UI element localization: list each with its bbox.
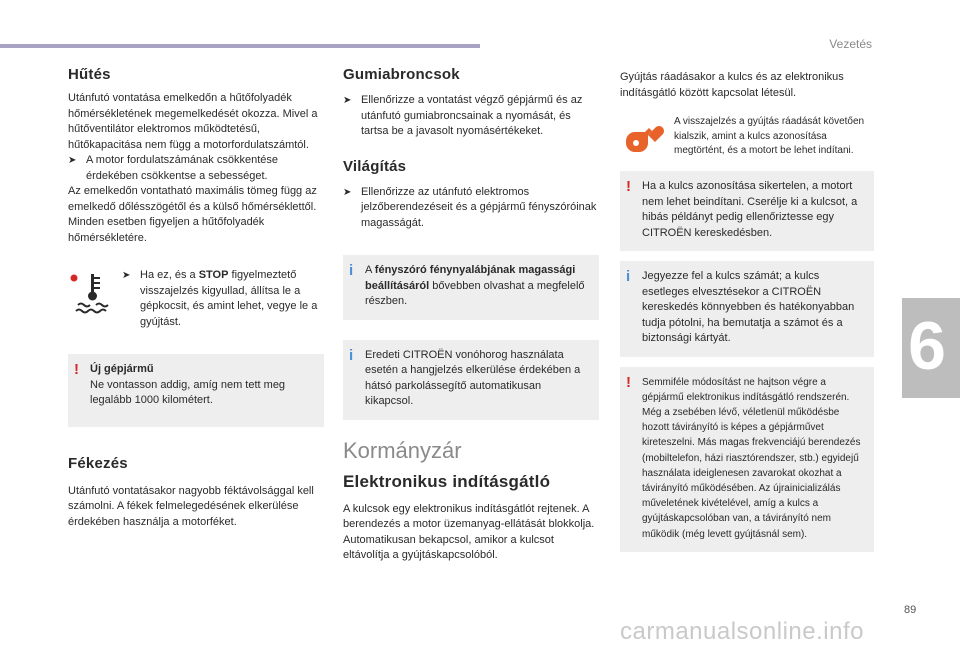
new-car-title: Új gépjármű (90, 363, 154, 375)
vilagitas-bullet-text: Ellenőrizze az utánfutó elektromos jelzőberendezéseit és a gépjármű fényszóróinak magasságát. (361, 185, 597, 229)
header-accent-bar (0, 44, 480, 48)
info-icon: i (349, 262, 354, 279)
warning-icon: ! (74, 361, 79, 378)
new-car-text: Ne vontasson addig, amíg nem tett meg legalább 1000 kilométert. (90, 378, 286, 406)
info1-bold: fényszóró fénynyalábjának magassági beállításáról (365, 264, 576, 292)
hutes-paragraph-2: Az emelkedőn vontatható maximális tömeg függ az emelkedő dőlésszögétől és a külső hőmérséklettől. Minden esetben figyeljen a hűtőfolyadék hőmérsékletére. (68, 185, 317, 244)
info1-post: bővebben olvashat a megfelelő részben. (365, 279, 585, 307)
bullet-icon: ➤ (122, 270, 131, 281)
stop-text-b: figyelmeztető visszajelzés kigyullad, állítsa le a gépkocsit, és amint lehet, vegye le a gyújtást. (140, 269, 318, 328)
column-2 (343, 66, 599, 564)
warn2-text: Semmiféle módosítást ne hajtson végre a gépjármű elektronikus indításgátló rendszerén. Még a zsebében lévő, véletlenül működésbe hozott távirányító is képes a gépjárművet kireteszelni. Más magas frekvenciájú berendezés (mobiltelefon, házi riasztórendszer, stb.) egyidejű használata ideiglenesen zavarokat okozhat a távirányító működésében. Az újrainicializálás műveletének kivételével, amíg a kulcs a gyújtáskapcsolóban van, a távirányító nem működik (még levett gyújtásnál sem). (642, 376, 861, 540)
heading-elektronikus: Elektronikus indításgátló (343, 471, 551, 491)
heading-fekezes: Fékezés (68, 454, 128, 472)
modification-warning-box (620, 367, 874, 552)
column-3 (620, 70, 874, 552)
page-number: 89 (904, 604, 917, 616)
info2-text: Eredeti CITROËN vonóhorog használata esetén a hangjelzés elkerülése érdekében a hátsó parkolássegítő automatikusan kikapcsol. (365, 348, 581, 407)
column-1 (68, 66, 324, 530)
immobiliser-intro: Gyújtás ráadásakor a kulcs és az elektronikus indításgátló között kapcsolat létesül. (620, 71, 844, 99)
hutes-bullet (68, 153, 324, 184)
warning-icon: ! (626, 373, 631, 391)
gumi-bullet (343, 93, 599, 140)
coolant-temperature-icon (68, 268, 120, 320)
tool-indicator-text: A visszajelzés a gyújtás ráadását követően kialszik, amint a kulcs azonosítása megtörtént, és a motort be lehet indítani. (674, 116, 865, 157)
watermark: carmanualsonline.info (620, 618, 864, 645)
info1-pre: A (365, 264, 372, 276)
hutes-bullet-text: A motor fordulatszámának csökkentése érdekében csökkentse a sebességet. (86, 154, 278, 182)
towbar-info-box (343, 340, 599, 420)
vilagitas-bullet (343, 185, 599, 232)
key-identification-warning-box (620, 171, 874, 251)
headlight-info-box (343, 255, 599, 320)
bullet-icon: ➤ (68, 155, 77, 166)
bullet-icon: ➤ (343, 95, 352, 106)
warning-icon: ! (626, 178, 631, 195)
info3-text: Jegyezze fel a kulcs számát; a kulcs esetleges elvesztésekor a CITROËN kereskedés könnyebben és hatékonyabban tudja pótolni, ha bemutatja a számot és a biztonsági kártyát. (642, 270, 855, 344)
chapter-number: 6 (908, 308, 946, 384)
section-label: Vezetés (829, 37, 872, 51)
wrench-icon (620, 115, 672, 159)
warn1-text: Ha a kulcs azonosítása sikertelen, a motort nem lehet beindítani. Cserélje ki a kulcsot, a hibás példányt pedig ellenőriztesse egy CITROËN kereskedésben. (642, 180, 858, 239)
bullet-icon: ➤ (343, 186, 352, 198)
gumi-bullet-text: Ellenőrizze a vontatást végző gépjármű és az utánfutó gumiabroncsainak a nyomását, és tartsa be a javasolt nyomásértékeket. (361, 94, 583, 137)
heading-hutes: Hűtés (68, 66, 111, 83)
heading-kormanyzar: Kormányzár (343, 437, 462, 463)
stop-text-a: Ha ez, és a (140, 269, 196, 281)
info-icon: i (349, 346, 354, 364)
stop-warning-row (68, 268, 324, 330)
fekezes-paragraph: Utánfutó vontatásakor nagyobb féktávolsággal kell számolni. A fékek felmelegedésének elkerülése érdekében használja a motorféket. (68, 484, 314, 528)
heading-gumiabroncsok: Gumiabroncsok (343, 66, 460, 83)
key-number-info-box (620, 261, 874, 357)
heading-vilagitas: Világítás (343, 157, 407, 175)
tool-indicator-row (620, 115, 874, 159)
stop-word: STOP (198, 269, 229, 281)
info-icon: i (626, 268, 631, 285)
elektronikus-paragraph: A kulcsok egy elektronikus indításgátlót rejtenek. A berendezés a motor üzemanyag-ellátását blokkolja. Automatikusan bekapcsol, amikor a kulcsot eltávolítja a gyújtáskapcsolóból. (343, 502, 595, 561)
hutes-paragraph-1: Utánfutó vontatása emelkedőn a hűtőfolyadék hőmérsékletének megemelkedését okozza. Mivel a hűtőventilátor elektromos működtetésű, hűtőkapacitása nem függ a motorfordulatszámtól. (68, 92, 318, 151)
stop-warning-text (122, 268, 324, 330)
new-car-warning-box (68, 354, 324, 427)
